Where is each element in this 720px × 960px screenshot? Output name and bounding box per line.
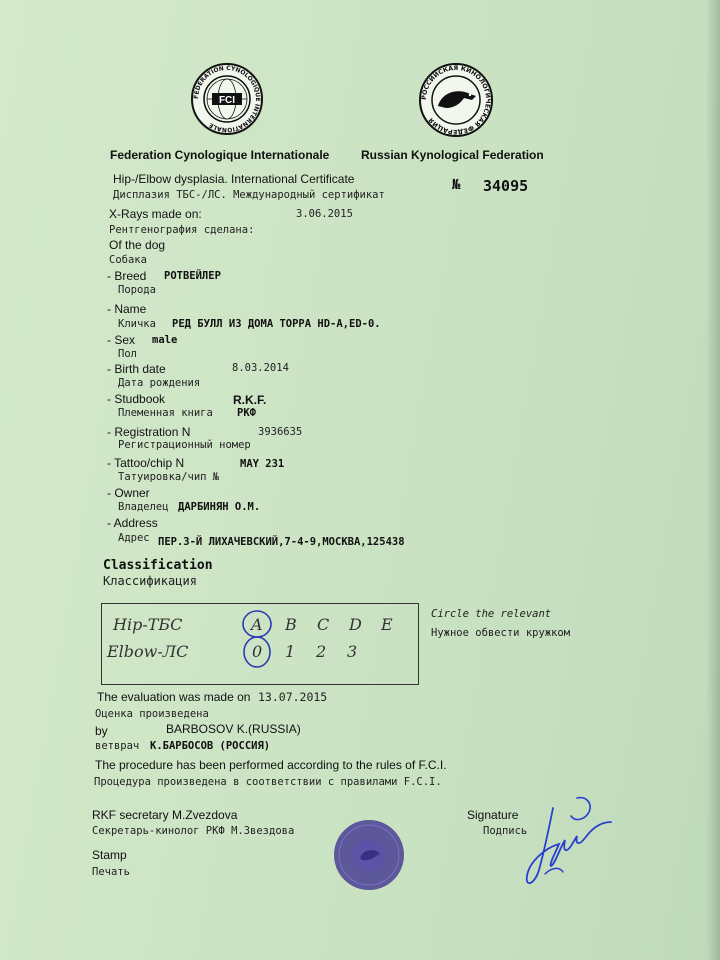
classification-title-en: Classification	[103, 558, 213, 573]
stamp-label-ru: Печать	[92, 866, 130, 878]
fci-center-text: FCI	[218, 95, 236, 106]
dog-label-en: Of the dog	[109, 238, 166, 252]
fci-header: Federation Cynologique Internationale	[110, 148, 330, 162]
secretary-ru: Секретарь-кинолог РКФ М.Звездова	[92, 825, 295, 837]
hip-grade-d: D	[349, 615, 362, 634]
name-label-en: - Name	[107, 302, 147, 316]
elbow-grade-2: 2	[316, 642, 327, 661]
name-value: РЕД БУЛЛ ИЗ ДОМА ТОРРА HD-A,ED-0.	[172, 318, 381, 330]
secretary-en: RKF secretary M.Zvezdova	[92, 808, 238, 822]
evaluation-label-en: The evaluation was made on	[97, 690, 251, 704]
vet-name-ru: К.БАРБОСОВ (РОССИЯ)	[150, 740, 271, 752]
hip-grade-b: B	[285, 615, 297, 634]
registration-label-ru: Регистрационный номер	[118, 439, 251, 451]
studbook-label-ru: Племенная книга	[118, 407, 213, 419]
xray-label-en: X-Rays made on:	[109, 207, 202, 221]
by-label-ru: ветврач	[95, 740, 140, 752]
stamp-label-en: Stamp	[92, 848, 127, 862]
elbow-grade-1: 1	[285, 642, 296, 661]
studbook-value-ru: РКФ	[237, 407, 256, 419]
address-value: ПЕР.3-Й ЛИХАЧЕВСКИЙ,7-4-9,МОСКВА,125438	[158, 536, 405, 548]
fci-logo	[190, 62, 264, 136]
elbow-grade-0: 0	[252, 642, 263, 661]
hip-selected-circle	[243, 611, 271, 637]
title-ru: Дисплазия ТБС-/ЛС. Международный сертификат	[113, 189, 385, 201]
registration-value: 3936635	[258, 426, 303, 438]
sex-value: male	[152, 334, 178, 346]
studbook-value-en: R.K.F.	[233, 393, 267, 407]
xray-date: 3.06.2015	[296, 208, 353, 220]
registration-label-en: - Registration N	[107, 425, 191, 439]
signature-label-ru: Подпись	[483, 825, 528, 837]
rkf-header: Russian Kynological Federation	[361, 148, 544, 162]
circle-note-ru: Нужное обвести кружком	[431, 627, 571, 639]
breed-value: РОТВЕЙЛЕР	[164, 270, 221, 282]
number-label: №	[452, 177, 461, 193]
address-label-en: - Address	[107, 516, 158, 530]
hip-grade-a: A	[251, 615, 263, 634]
selected-grade-circles	[238, 606, 278, 672]
certificate-number: 34095	[483, 177, 529, 195]
sex-label-en: - Sex	[107, 333, 136, 347]
hip-grade-e: E	[381, 615, 393, 634]
procedure-ru: Процедура произведена в соответствии с правилами F.C.I.	[94, 776, 442, 788]
name-label-ru: Кличка	[118, 318, 156, 330]
tattoo-label-en: - Tattoo/chip N	[107, 456, 185, 470]
breed-label-en: - Breed	[107, 269, 147, 283]
fci-ring-text: FEDERATION CYNOLOGIQUE INTERNATIONALE	[192, 64, 262, 134]
rkf-ring-text: РОССИЙСКАЯ КИНОЛОГИЧЕСКАЯ ФЕДЕРАЦИЯ	[420, 64, 492, 136]
dog-label-ru: Собака	[109, 254, 147, 266]
breed-label-ru: Порода	[118, 284, 156, 296]
tattoo-value: MAY 231	[240, 458, 285, 470]
hip-grade-c: C	[317, 615, 330, 634]
owner-label-en: - Owner	[107, 486, 150, 500]
title-en: Hip-/Elbow dysplasia. International Certificate	[113, 172, 355, 186]
signature-label-en: Signature	[467, 808, 519, 822]
hip-label: Hip-ТБС	[113, 615, 183, 634]
elbow-grade-3: 3	[347, 642, 358, 661]
tattoo-label-ru: Татуировка/чип №	[118, 471, 220, 483]
circle-note-en: Circle the relevant	[431, 608, 552, 620]
birth-label-ru: Дата рождения	[118, 377, 201, 389]
elbow-selected-circle	[244, 637, 270, 667]
page-edge-shadow	[706, 0, 720, 960]
by-label-en: by	[95, 724, 108, 738]
classification-title-ru: Классификация	[103, 574, 197, 588]
birth-label-en: - Birth date	[107, 362, 166, 376]
owner-value: ДАРБИНЯН О.М.	[178, 501, 261, 513]
signature-scribble	[515, 788, 625, 892]
address-label-ru: Адрес	[118, 532, 150, 544]
xray-label-ru: Рентгенография сделана:	[109, 224, 255, 236]
stamp-seal	[332, 818, 406, 892]
vet-name-en: BARBOSOV K.(RUSSIA)	[166, 722, 301, 736]
owner-label-ru: Владелец	[118, 501, 169, 513]
studbook-label-en: - Studbook	[107, 392, 166, 406]
rkf-logo	[418, 62, 494, 138]
evaluation-date: 13.07.2015	[258, 690, 328, 704]
elbow-label: Elbow-ЛС	[107, 642, 189, 661]
birth-value: 8.03.2014	[232, 362, 289, 374]
evaluation-label-ru: Оценка произведена	[95, 708, 209, 720]
sex-label-ru: Пол	[118, 348, 137, 360]
procedure-en: The procedure has been performed according to the rules of F.C.I.	[95, 758, 447, 772]
